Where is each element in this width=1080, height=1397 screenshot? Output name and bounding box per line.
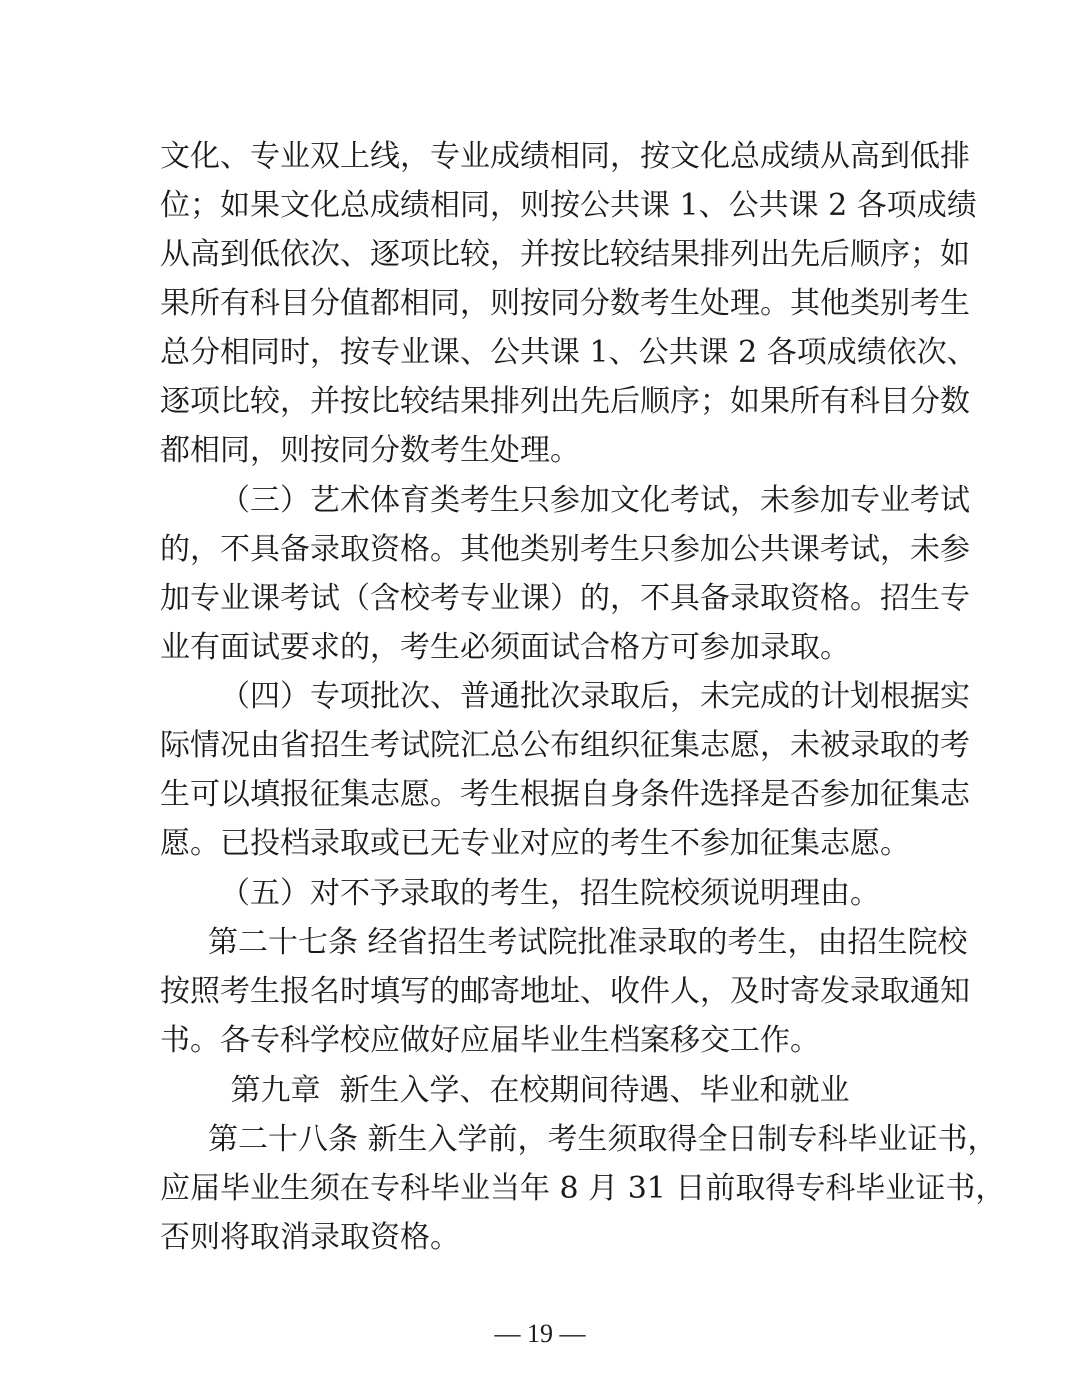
paragraph-line: 的，不具备录取资格。其他类别考生只参加公共课考试，未参 [160,532,970,567]
paragraph-line: 文化、专业双上线，专业成绩相同，按文化总成绩从高到低排 [160,139,970,174]
paragraph-line: 际情况由省招生考试院汇总公布组织征集志愿，未被录取的考 [160,728,970,763]
paragraph-line: 都相同，则按同分数考生处理。 [160,433,580,468]
paragraph-line: 愿。已投档录取或已无专业对应的考生不参加征集志愿。 [160,826,910,861]
paragraph-line: 生可以填报征集志愿。考生根据自身条件选择是否参加征集志 [160,777,970,812]
paragraph-line: 逐项比较，并按比较结果排列出先后顺序；如果所有科目分数 [160,384,970,419]
article-line: 按照考生报名时填写的邮寄地址、收件人，及时寄发录取通知 [160,974,970,1009]
article-line: 第二十七条 经省招生考试院批准录取的考生，由招生院校 [208,925,968,960]
paragraph-line: 业有面试要求的，考生必须面试合格方可参加录取。 [160,630,850,665]
paragraph-line: 总分相同时，按专业课、公共课 1、公共课 2 各项成绩依次、 [160,335,977,370]
article-line: 书。各专科学校应做好应届毕业生档案移交工作。 [160,1023,820,1058]
paragraph-line: 位；如果文化总成绩相同，则按公共课 1、公共课 2 各项成绩 [160,188,977,223]
page-number: — 19 — [494,1319,586,1348]
paragraph-line: 加专业课考试（含校考专业课）的，不具备录取资格。招生专 [160,581,970,616]
article-line: 应届毕业生须在专科毕业当年 8 月 31 日前取得专科毕业证书， [160,1171,1006,1206]
paragraph-line: （五）对不予录取的考生，招生院校须说明理由。 [220,876,880,911]
article-line: 第二十八条 新生入学前，考生须取得全日制专科毕业证书， [208,1122,998,1157]
paragraph-line: （三）艺术体育类考生只参加文化考试，未参加专业考试 [220,483,970,518]
chapter-heading: 第九章 新生入学、在校期间待遇、毕业和就业 [230,1073,850,1108]
article-line: 否则将取消录取资格。 [160,1220,460,1255]
paragraph-line: 果所有科目分值都相同，则按同分数考生处理。其他类别考生 [160,286,970,321]
paragraph-line: 从高到低依次、逐项比较，并按比较结果排列出先后顺序；如 [160,237,970,272]
paragraph-line: （四）专项批次、普通批次录取后，未完成的计划根据实 [220,679,970,714]
